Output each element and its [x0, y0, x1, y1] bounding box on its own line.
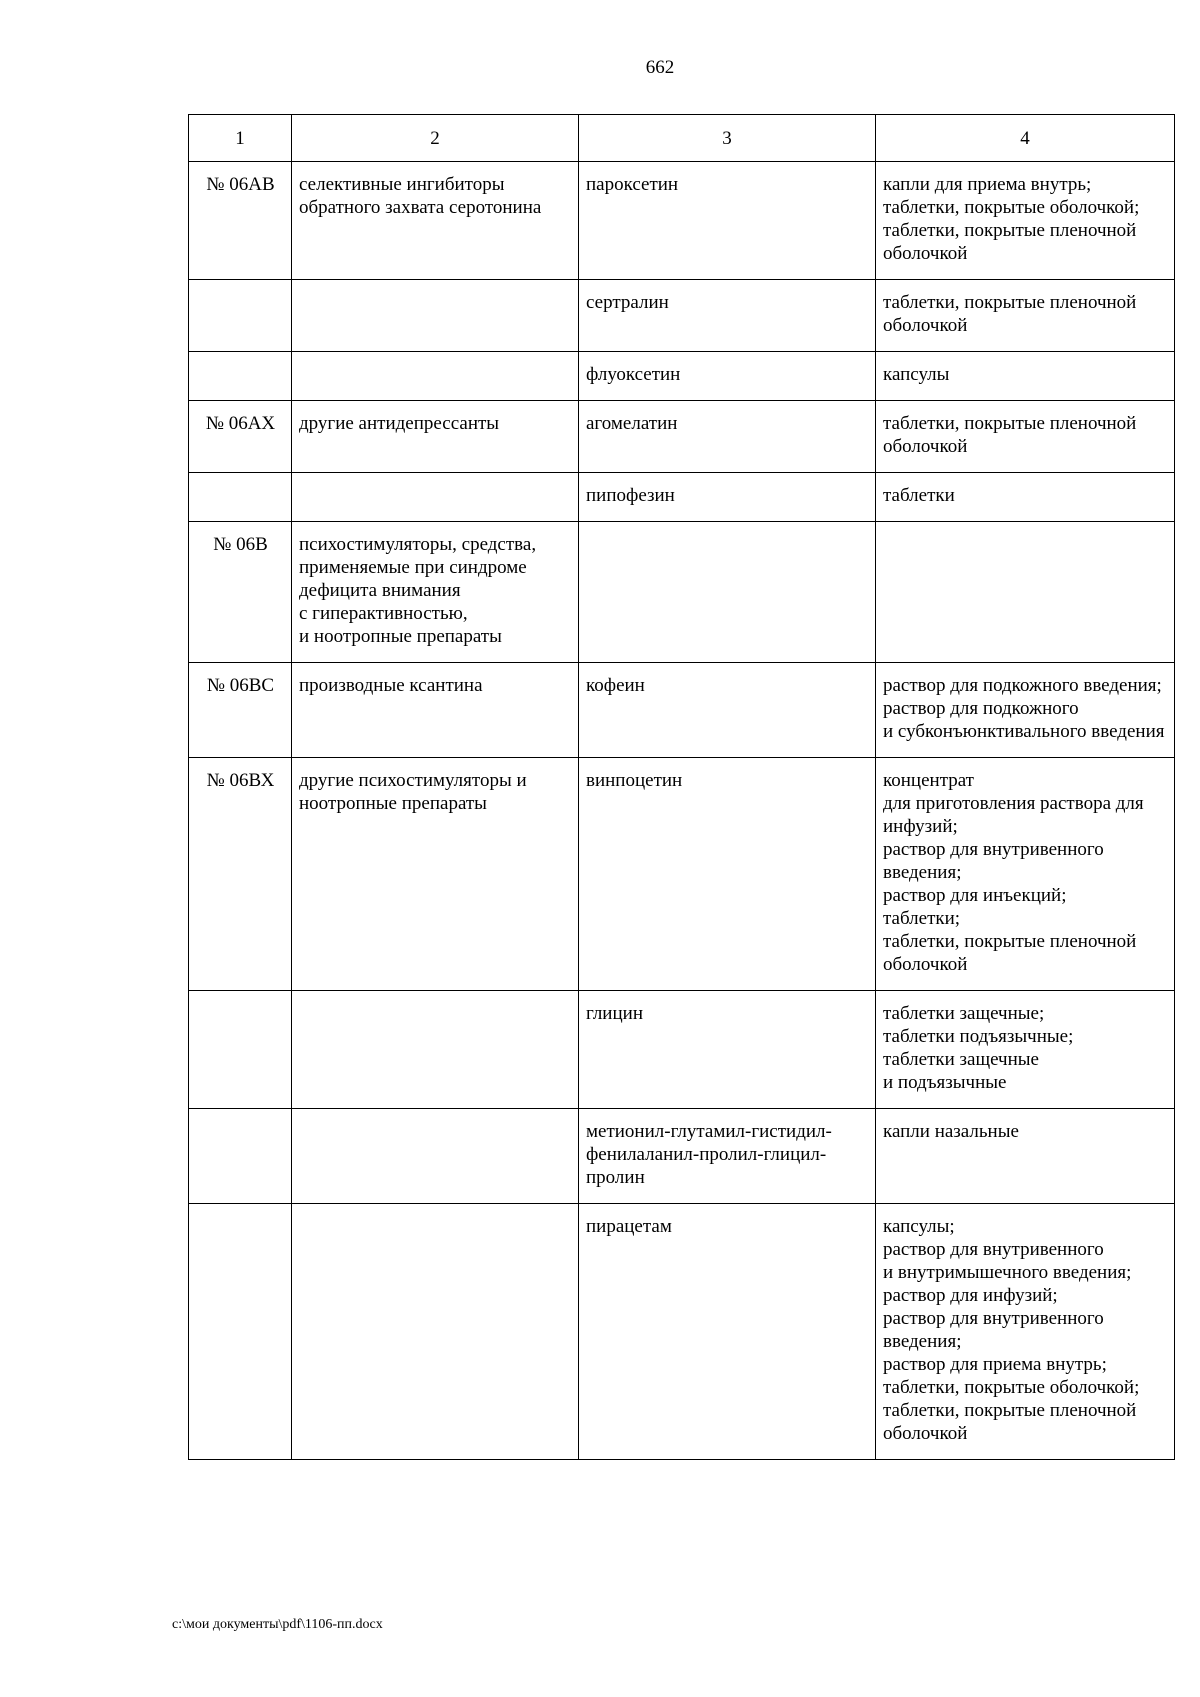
drug-name-cell: агомелатин [579, 401, 876, 473]
atc-code-cell [189, 352, 292, 401]
atc-code-cell: № 06ВС [189, 663, 292, 758]
dosage-forms-cell: капли для приема внутрь; таблетки, покрытые оболочкой; таблетки, покрытые пленочной оболочкой [876, 162, 1175, 280]
header-cell: 2 [292, 115, 579, 162]
table-row [189, 1204, 1175, 1460]
header-cell: 3 [579, 115, 876, 162]
drug-name-cell: сертралин [579, 280, 876, 352]
dosage-forms-cell: капли назальные [876, 1109, 1175, 1204]
table-row [189, 991, 1175, 1109]
drug-name-cell: флуоксетин [579, 352, 876, 401]
drug-name-cell: пирацетам [579, 1204, 876, 1460]
dosage-forms-cell: раствор для подкожного введения; раствор для подкожного и субконъюнктивального введения [876, 663, 1175, 758]
footer-file-path: c:\мои документы\pdf\1106-пп.docx [172, 1617, 383, 1632]
group-name-cell: другие психостимуляторы и ноотропные препараты [292, 758, 579, 991]
atc-code-cell [189, 1109, 292, 1204]
group-name-cell [292, 1204, 579, 1460]
dosage-forms-cell: капсулы; раствор для внутривенного и внутримышечного введения; раствор для инфузий; раствор для внутривенного введения; раствор для приема внутрь; таблетки, покрытые оболочкой; таблетки, покрытые пленочной оболочкой [876, 1204, 1175, 1460]
group-name-cell [292, 352, 579, 401]
atc-code-cell: № 06ВХ [189, 758, 292, 991]
group-name-cell: селективные ингибиторы обратного захвата серотонина [292, 162, 579, 280]
table-row [189, 162, 1175, 280]
atc-code-cell: № 06АХ [189, 401, 292, 473]
group-name-cell [292, 280, 579, 352]
dosage-forms-cell [876, 522, 1175, 663]
header-cell: 4 [876, 115, 1175, 162]
table-row [189, 473, 1175, 522]
drug-name-cell: пароксетин [579, 162, 876, 280]
group-name-cell: другие антидепрессанты [292, 401, 579, 473]
table-row [189, 401, 1175, 473]
dosage-forms-cell: концентрат для приготовления раствора для инфузий; раствор для внутривенного введения; раствор для инъекций; таблетки; таблетки, покрытые пленочной оболочкой [876, 758, 1175, 991]
table-row [189, 352, 1175, 401]
drug-name-cell: пипофезин [579, 473, 876, 522]
table-row [189, 1109, 1175, 1204]
dosage-forms-cell: таблетки, покрытые пленочной оболочкой [876, 280, 1175, 352]
dosage-forms-cell: капсулы [876, 352, 1175, 401]
atc-code-cell: № 06В [189, 522, 292, 663]
drug-name-cell: кофеин [579, 663, 876, 758]
group-name-cell: психостимуляторы, средства, применяемые при синдроме дефицита внимания с гиперактивностью, и ноотропные препараты [292, 522, 579, 663]
group-name-cell: производные ксантина [292, 663, 579, 758]
drug-name-cell: метионил-глутамил-гистидил-фенилаланил-пролил-глицил-пролин [579, 1109, 876, 1204]
group-name-cell [292, 991, 579, 1109]
atc-code-cell [189, 1204, 292, 1460]
group-name-cell [292, 1109, 579, 1204]
drug-name-cell: глицин [579, 991, 876, 1109]
table-row [189, 663, 1175, 758]
atc-code-cell: № 06АВ [189, 162, 292, 280]
table-row [189, 280, 1175, 352]
dosage-forms-cell: таблетки защечные; таблетки подъязычные; таблетки защечные и подъязычные [876, 991, 1175, 1109]
table-row [189, 522, 1175, 663]
table-header-row [189, 115, 1175, 162]
drug-table [188, 114, 1175, 1460]
atc-code-cell [189, 473, 292, 522]
drug-name-cell: винпоцетин [579, 758, 876, 991]
atc-code-cell [189, 991, 292, 1109]
dosage-forms-cell: таблетки, покрытые пленочной оболочкой [876, 401, 1175, 473]
table-row [189, 758, 1175, 991]
header-cell: 1 [189, 115, 292, 162]
drug-name-cell [579, 522, 876, 663]
atc-code-cell [189, 280, 292, 352]
page-number: 662 [645, 57, 675, 78]
group-name-cell [292, 473, 579, 522]
dosage-forms-cell: таблетки [876, 473, 1175, 522]
